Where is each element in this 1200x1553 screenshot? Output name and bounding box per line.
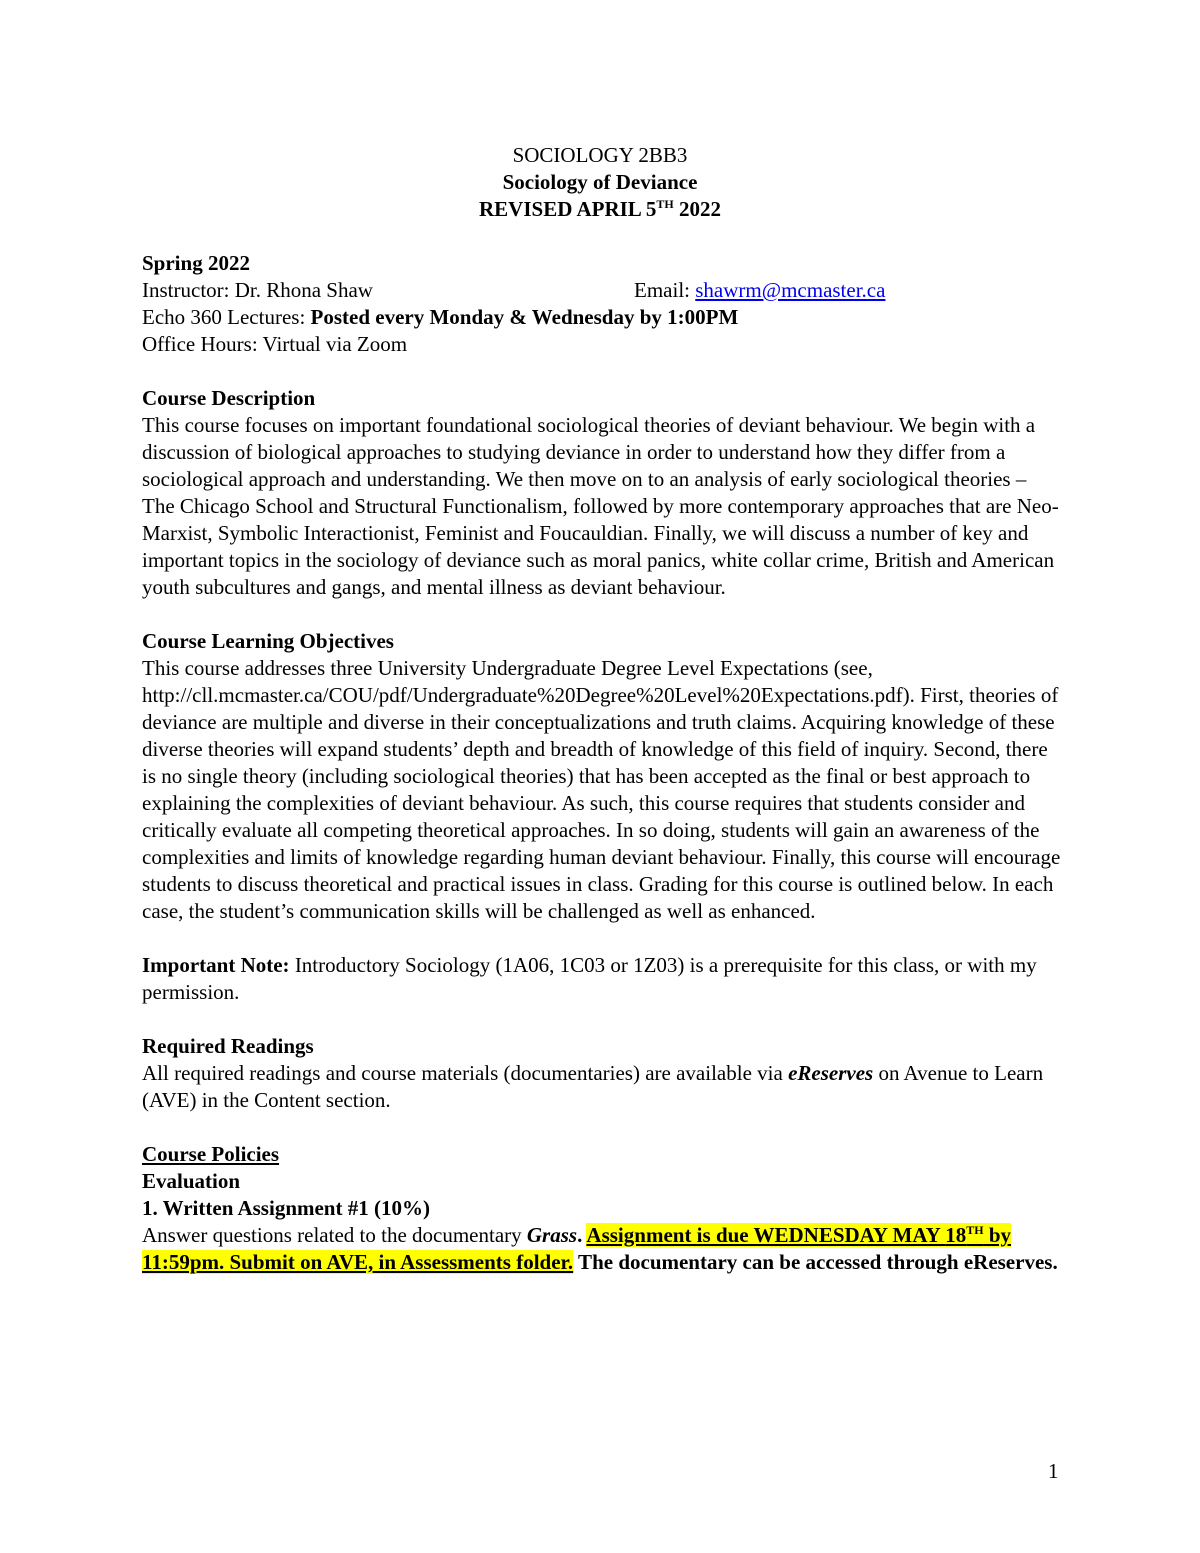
lectures: Echo 360 Lectures: Posted every Monday & Wednesday by 1:00PM <box>142 305 739 329</box>
policies-heading: Course Policies <box>142 1142 280 1166</box>
course-code: SOCIOLOGY 2BB3 <box>512 143 688 167</box>
due-date-highlight: Assignment is due WEDNESDAY MAY 18TH by 11:59pm. Submit on AVE, in Assessments folder. <box>142 1223 1012 1274</box>
assignment-body: Answer questions related to the documentary Grass. Assignment is due WEDNESDAY MAY 18TH by 11:59pm. Submit on AVE, in Assessments folder. The documentary can be accessed through eReserves. <box>142 1223 1058 1274</box>
page-number: 1 <box>1048 1459 1059 1483</box>
instructor-row <box>142 277 1062 304</box>
term: Spring 2022 <box>142 251 250 275</box>
evaluation-heading: Evaluation <box>142 1169 241 1193</box>
office-hours: Office Hours: Virtual via Zoom <box>142 332 408 356</box>
description-heading: Course Description <box>142 386 316 410</box>
readings-heading: Required Readings <box>142 1034 314 1058</box>
revised-date: REVISED APRIL 5TH 2022 <box>479 197 721 221</box>
objectives-body: This course addresses three University Undergraduate Degree Level Expectations (see, http://cll.mcmaster.ca/COU/pdf/Undergraduate%20Degree%20Level%20Expectations.pdf). First, theories of deviance are multiple and diverse in their conceptualizations and truth claims. Acquiring knowledge of these diverse theories will expand students’ depth and breadth of knowledge of this field of inquiry. Second, there is no single theory (including sociological theories) that has been accepted as the final or best approach to explaining the complexities of deviant behaviour. As such, this course requires that students consider and critically evaluate all competing theoretical approaches. In so doing, students will gain an awareness of the complexities and limits of knowledge regarding human deviant behaviour. Finally, this course will encourage students to discuss theoretical and practical issues in class. Grading for this course is outlined below. In each case, the student’s communication skills will be challenged as well as enhanced. <box>142 656 1061 923</box>
description-body: This course focuses on important foundational sociological theories of deviant behaviour. We begin with a discussion of biological approaches to studying deviance in order to understand how they differ from a sociological approach and understanding. We then move on to an analysis of early sociological theories – The Chicago School and Structural Functionalism, followed by more contemporary approaches that are Neo-Marxist, Symbolic Interactionist, Feminist and Foucauldian. Finally, we will discuss a number of key and important topics in the sociology of deviance such as moral panics, white collar crime, British and American youth subcultures and gangs, and mental illness as deviant behaviour. <box>142 413 1059 599</box>
important-note: Important Note: Introductory Sociology (1A06, 1C03 or 1Z03) is a prerequisite for this class, or with my permission. <box>142 953 1037 1004</box>
title-block <box>0 142 1200 223</box>
email-link[interactable]: shawrm@mcmaster.ca <box>695 278 886 302</box>
objectives-heading: Course Learning Objectives <box>142 629 394 653</box>
instructor: Instructor: Dr. Rhona Shaw <box>142 278 373 302</box>
readings-body: All required readings and course materials (documentaries) are available via eReserves on Avenue to Learn (AVE) in the Content section. <box>142 1061 1044 1112</box>
course-title: Sociology of Deviance <box>502 170 698 194</box>
assignment-title: 1. Written Assignment #1 (10%) <box>142 1196 430 1220</box>
syllabus-page <box>142 142 1062 1276</box>
email-row: Email: shawrm@mcmaster.ca <box>634 278 886 302</box>
